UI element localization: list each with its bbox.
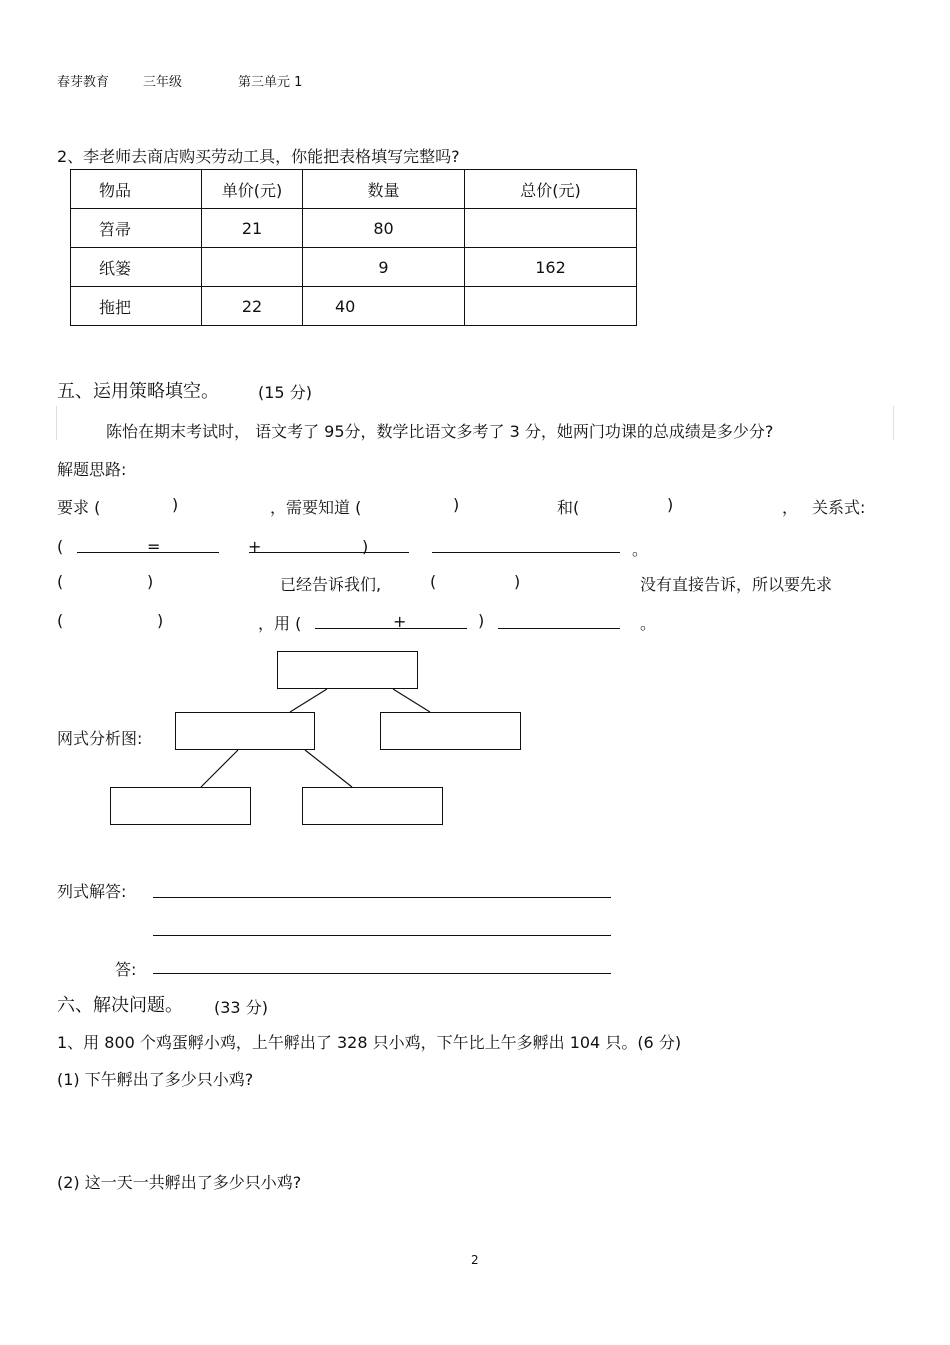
comma: ， <box>782 498 799 517</box>
connector-line <box>305 750 352 787</box>
network-label: 网式分析图: <box>57 729 143 748</box>
period: 。 <box>632 540 649 559</box>
paren-open: 要求 ( <box>57 498 101 517</box>
paren-close: ) <box>172 495 179 514</box>
section5-score: (15 分) <box>258 383 312 402</box>
already-told-text: 已经告诉我们, <box>280 575 382 594</box>
header-cell-item: 物品 <box>71 170 202 209</box>
diagram-box-top[interactable] <box>277 651 418 689</box>
and-text: 和( <box>557 498 580 517</box>
section6-score: (33 分) <box>214 998 268 1017</box>
section5-title: 五、运用策略填空。 <box>57 381 219 402</box>
cell-unit-price: 21 <box>202 209 303 248</box>
diagram-box-middle-right[interactable] <box>380 712 521 750</box>
paren-open: ( <box>57 572 64 591</box>
paren-open: ( <box>430 572 437 591</box>
answer-line[interactable] <box>153 973 611 974</box>
header-publisher: 春芽教育 <box>57 75 110 90</box>
diagram-box-middle-left[interactable] <box>175 712 315 750</box>
header-cell-unit-price: 单价(元) <box>202 170 303 209</box>
not-told-text: 没有直接告诉，所以要先求 <box>640 575 833 594</box>
section6-q1: 1、用 800 个鸡蛋孵小鸡，上午孵出了 328 只小鸡，下午比上午多孵出 104 只。(6 分) <box>57 1033 682 1052</box>
cell-quantity: 40 <box>303 287 465 326</box>
equals-sign: = <box>147 537 161 556</box>
diagram-box-bottom-left[interactable] <box>110 787 251 825</box>
header-cell-total: 总价(元) <box>465 170 637 209</box>
header-unit: 第三单元 1 <box>238 75 303 90</box>
formula-label: 列式解答: <box>57 882 127 901</box>
paren-close: ) <box>478 611 485 630</box>
page-number: 2 <box>471 1253 479 1267</box>
header-grade: 三年级 <box>143 75 183 90</box>
connector-line <box>201 750 238 787</box>
header-cell-quantity: 数量 <box>303 170 465 209</box>
section6-title: 六、解决问题。 <box>57 995 183 1016</box>
answer-label: 答: <box>115 960 137 979</box>
period: 。 <box>640 614 657 633</box>
section5-question: 陈怡在期末考试时， 语文考了 95分，数学比语文多考了 3 分，她两门功课的总成绩是多少分? <box>106 422 774 441</box>
diagram-box-bottom-right[interactable] <box>302 787 443 825</box>
answer-line[interactable] <box>153 897 611 898</box>
paren-close: ) <box>147 572 154 591</box>
use-text: ，用 ( <box>258 614 302 633</box>
plus-sign: + <box>248 537 262 556</box>
thinking-label: 解题思路: <box>57 460 127 479</box>
cell-total: 162 <box>465 248 637 287</box>
cell-quantity: 80 <box>303 209 465 248</box>
section6-q1-part2: (2) 这一天一共孵出了多少只小鸡? <box>57 1173 302 1192</box>
section6-q1-part1: (1) 下午孵出了多少只小鸡? <box>57 1070 254 1089</box>
cell-unit-price: 22 <box>202 287 303 326</box>
paren-close: ) <box>362 537 369 556</box>
paren-close: ) <box>157 611 164 630</box>
cell-quantity: 9 <box>303 248 465 287</box>
paren-close: ) <box>667 495 674 514</box>
paren-close: ) <box>514 572 521 591</box>
paren-open: ( <box>57 611 64 630</box>
relation-label: 关系式: <box>812 498 866 517</box>
connector-line <box>393 689 430 712</box>
paren-open: ( <box>57 537 64 556</box>
need-to-know-text: ，需要知道 ( <box>270 498 362 517</box>
cell-item: 拖把 <box>71 287 202 326</box>
cell-item: 纸篓 <box>71 248 202 287</box>
plus-sign: + <box>393 612 407 631</box>
cell-item: 笤帚 <box>71 209 202 248</box>
answer-line[interactable] <box>153 935 611 936</box>
q2-title: 2、李老师去商店购买劳动工具，你能把表格填写完整吗? <box>57 147 460 166</box>
paren-close: ) <box>453 495 460 514</box>
connector-line <box>290 689 327 712</box>
